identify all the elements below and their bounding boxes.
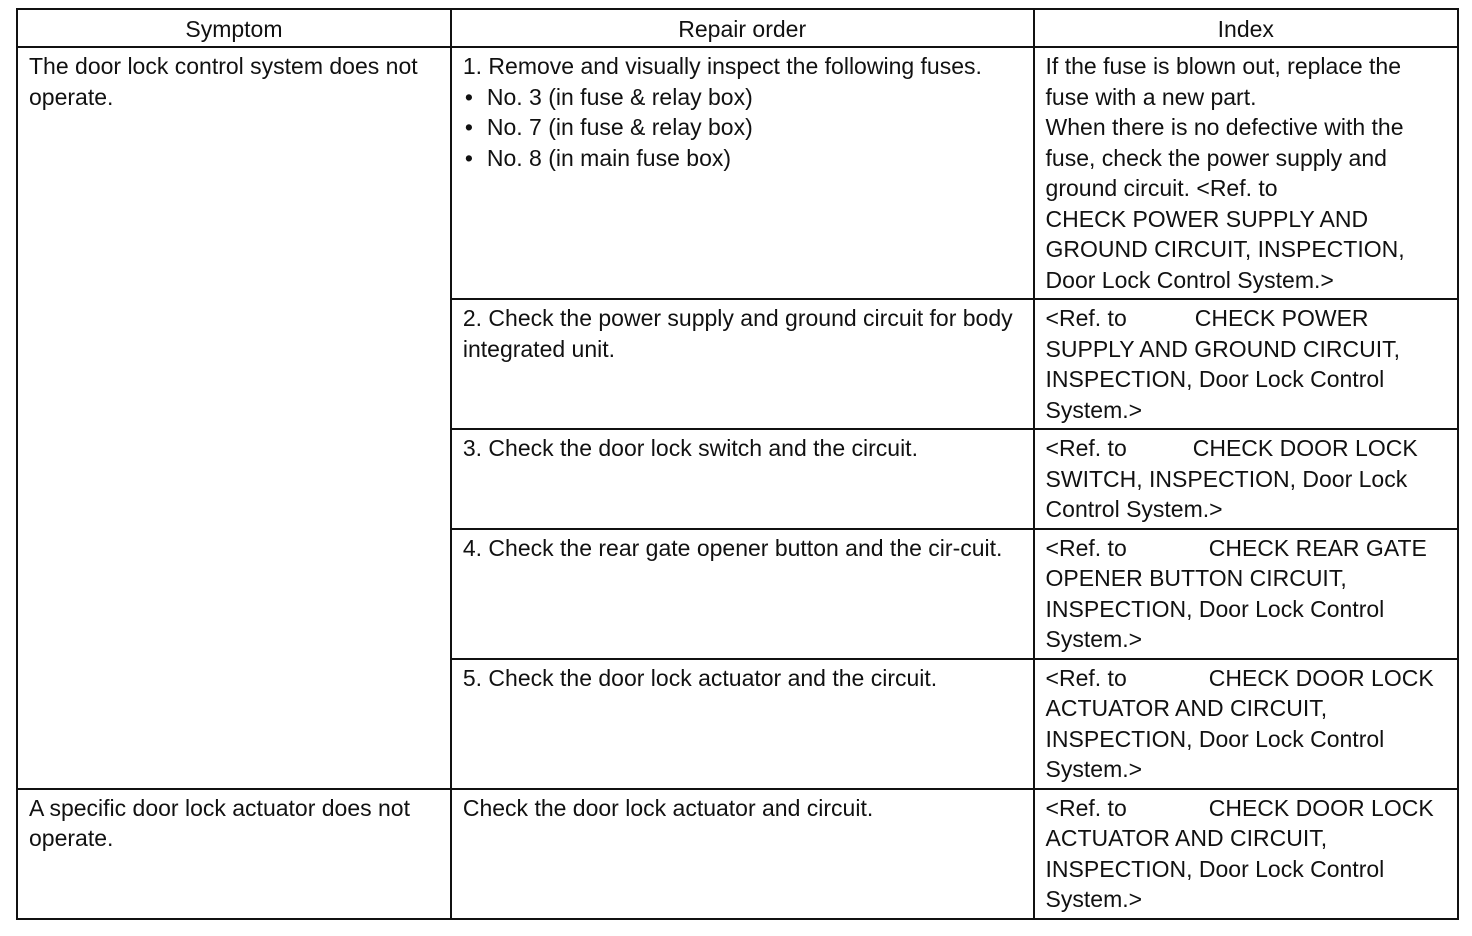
index-ref-prefix: <Ref. to [1045, 794, 1127, 821]
symptom-cell [17, 47, 451, 789]
index-reference-link[interactable]: CHECK REAR GATE OPENER BUTTON CIRCUIT, INSPECTION, Door Lock Control System.> [1045, 534, 1427, 652]
repair-cell [451, 429, 1034, 529]
fuse-item: No. 8 (in main fuse box) [486, 144, 732, 171]
index-reference-link[interactable]: CHECK DOOR LOCK ACTUATOR AND CIRCUIT, INSPECTION, Door Lock Control System.> [1045, 794, 1434, 912]
index-text: When there is no defective with the fuse, check the power supply and ground circuit. <Ref. to [1045, 114, 1410, 201]
index-text: If the fuse is blown out, replace the fuse with a new part. [1045, 53, 1408, 110]
index-ref-prefix: <Ref. to [1045, 534, 1127, 561]
diagnosis-table [16, 8, 1459, 920]
symptom-text: A specific door lock actuator does not operate. [29, 794, 410, 851]
repair-step-text: 2. Check the power supply and ground circuit for body integrated unit. [462, 305, 1013, 362]
index-reference-link[interactable]: CHECK DOOR LOCK SWITCH, INSPECTION, Door Lock Control System.> [1045, 435, 1418, 522]
repair-step-text: 3. Check the door lock switch and the circuit. [462, 435, 918, 461]
header-row [17, 9, 1458, 47]
fuse-list [463, 82, 1022, 174]
index-ref-prefix: <Ref. to [1045, 435, 1127, 461]
bullet-icon: • [464, 144, 473, 171]
index-reference-link[interactable]: CHECK POWER SUPPLY AND GROUND CIRCUIT, INSPECTION, Door Lock Control System.> [1045, 205, 1412, 293]
repair-cell [451, 529, 1034, 659]
repair-step-text: 1. Remove and visually inspect the following fuses. [462, 53, 982, 79]
table-row [17, 789, 1458, 919]
index-cell [1034, 429, 1458, 529]
index-cell [1034, 659, 1458, 789]
header-repair-order: Repair order [451, 9, 1034, 47]
fuse-item: No. 7 (in fuse & relay box) [486, 114, 753, 140]
repair-cell [451, 789, 1034, 919]
list-item [463, 112, 1022, 143]
repair-step-text: Check the door lock actuator and circuit. [462, 794, 874, 821]
list-item [463, 143, 1022, 174]
list-item [463, 82, 1022, 113]
index-reference-link[interactable]: CHECK DOOR LOCK ACTUATOR AND CIRCUIT, INSPECTION, Door Lock Control System.> [1045, 664, 1434, 782]
index-cell [1034, 789, 1458, 919]
repair-cell [451, 299, 1034, 429]
index-cell [1034, 299, 1458, 429]
bullet-icon: • [464, 114, 473, 140]
repair-step-text: 4. Check the rear gate opener button and the cir-cuit. [462, 534, 1003, 561]
index-reference-link[interactable]: CHECK POWER SUPPLY AND GROUND CIRCUIT, INSPECTION, Door Lock Control System.> [1045, 305, 1400, 423]
fuse-item: No. 3 (in fuse & relay box) [486, 83, 753, 110]
repair-cell [451, 659, 1034, 789]
bullet-icon: • [464, 83, 473, 110]
index-cell [1034, 47, 1458, 299]
symptom-cell [17, 789, 451, 919]
header-symptom: Symptom [17, 9, 451, 47]
symptom-text: The door lock control system does not operate. [29, 53, 418, 110]
header-index: Index [1034, 9, 1458, 47]
repair-step-text: 5. Check the door lock actuator and the circuit. [462, 664, 938, 691]
repair-cell [451, 47, 1034, 299]
index-ref-prefix: <Ref. to [1045, 664, 1127, 691]
index-ref-prefix: <Ref. to [1045, 305, 1127, 331]
index-cell [1034, 529, 1458, 659]
table-row [17, 47, 1458, 299]
